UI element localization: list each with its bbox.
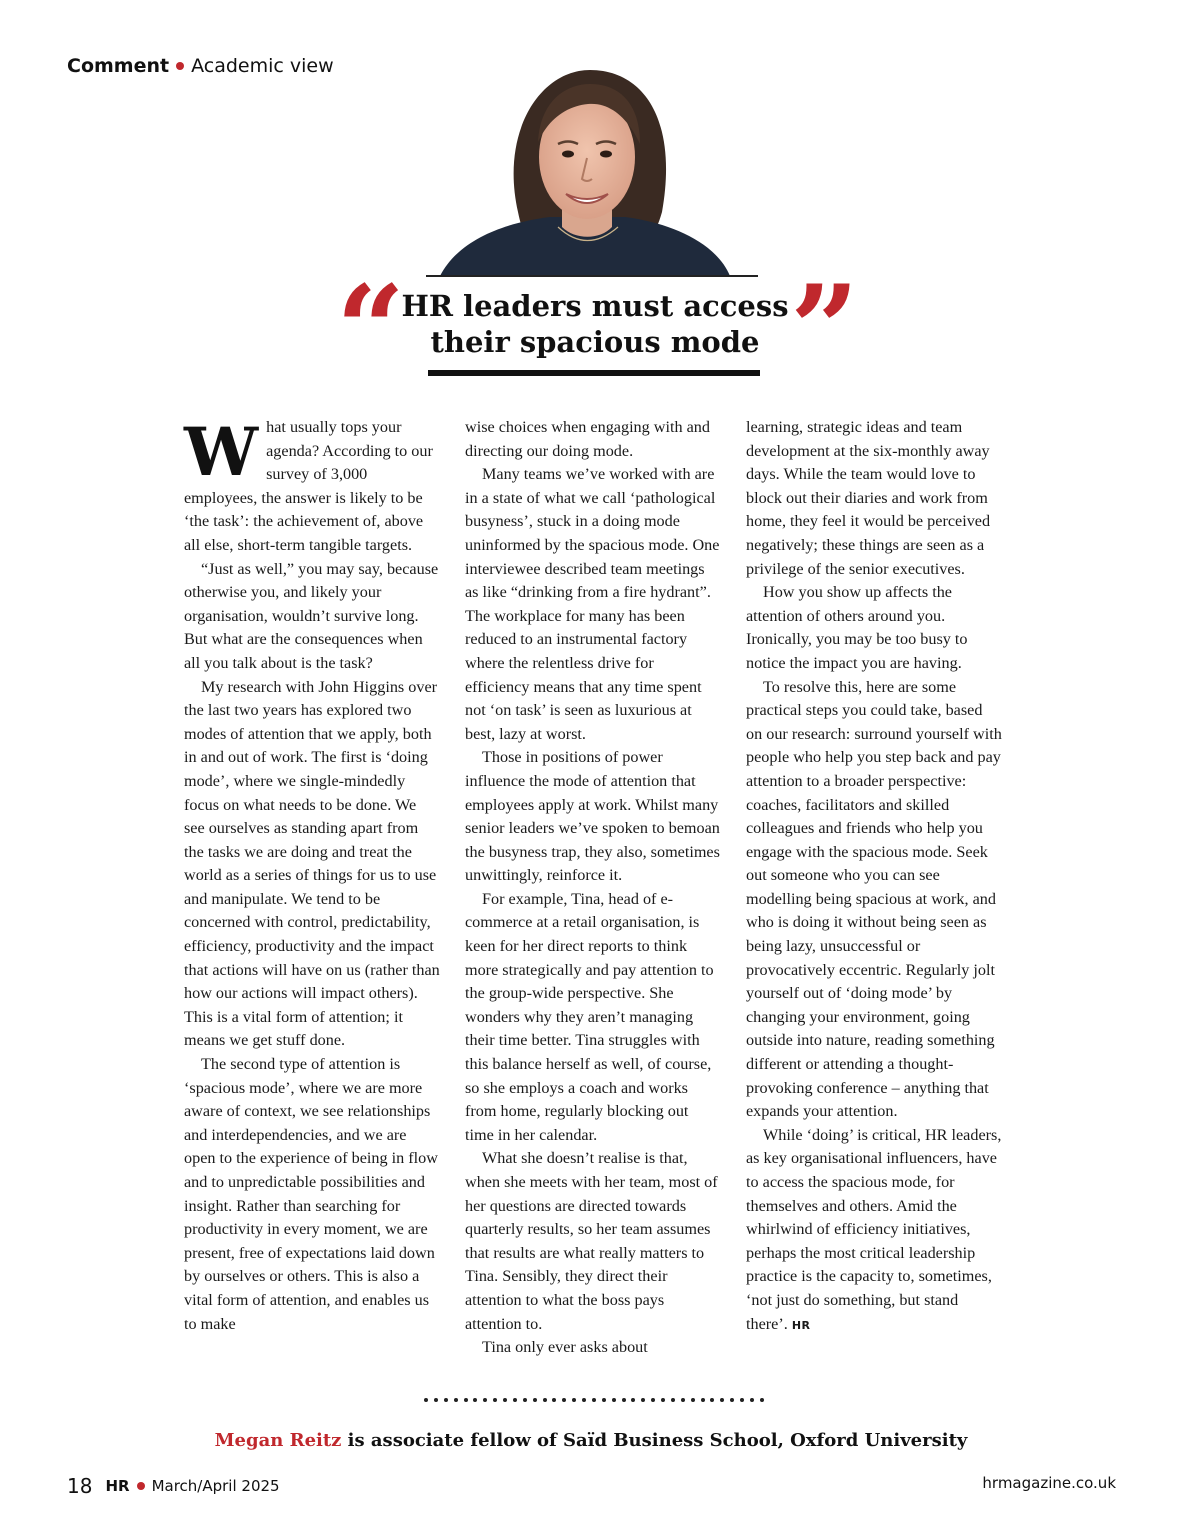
separator-dot xyxy=(137,1482,145,1490)
paragraph: While ‘doing’ is critical, HR leaders, as key organisational influencers, have to access the spacious mode, for themselves and others. Amid the whirlwind of efficiency initiatives, perhaps the most critical leadership practice is the capacity to, sometimes, ‘not just do something, but stand there’. HR xyxy=(746,1125,1002,1333)
paragraph: The second type of attention is ‘spacious mode’, where we are more aware of context, we see relationships and interdependencies, and we are open to the experience of being in flow and to unpredictable possibilities and insight. Rather than searching for productivity in every moment, we are present, free of expectations laid down by ourselves or others. This is also a vital form of attention, and enables us to make xyxy=(184,1055,438,1333)
article-column-3 xyxy=(746,416,1002,1337)
author-bio-text: is associate fellow of Saïd Business School, Oxford University xyxy=(341,1430,968,1451)
author-name: Megan Reitz xyxy=(214,1430,342,1451)
paragraph: Many teams we’ve worked with are in a state of what we call ‘pathological busyness’, stuck in a doing mode uninformed by the spacious mode. One interviewee described team meetings as like “drinking from a fire hydrant”. The workplace for many has been reduced to an instrumental factory where the relentless drive for efficiency means that any time spent not ‘on task’ is seen as luxurious at best, lazy at worst. xyxy=(465,465,720,743)
paragraph: “Just as well,” you may say, because otherwise you, and likely your organisation, wouldn’t survive long. But what are the consequences when all you talk about is the task? xyxy=(184,559,439,672)
website-link[interactable]: hrmagazine.co.uk xyxy=(982,1474,1116,1492)
issue-date: March/April 2025 xyxy=(151,1477,280,1495)
paragraph: Those in positions of power influence the mode of attention that employees apply at work. Whilst many senior leaders we’ve spoken to bemoan the busyness trap, they also, sometimes unwittingly, reinforce it. xyxy=(465,748,720,885)
paragraph: What she doesn’t realise is that, when she meets with her team, most of her questions are directed towards quarterly results, so her team assumes that results are what really matters to Tina. Sensibly, they direct their attention to what the boss pays attention to. xyxy=(465,1149,718,1333)
dotted-separator xyxy=(424,1398,764,1402)
subsection-label: Academic view xyxy=(191,55,334,77)
article-column-1 xyxy=(184,413,440,1336)
paragraph: To resolve this, here are some practical steps you could take, based on our research: surround yourself with people who help you step back and pay attention to a broader perspective: coaches, facilitators and skilled colleagues and friends who help you engage with the spacious mode. Seek out someone who you can see modelling being spacious at work, and who is doing it without being seen as being lazy, unsuccessful or provocatively eccentric. Regularly jolt yourself out of ‘doing mode’ by changing your environment, going outside into nature, reading something different or attending a thought-provoking conference – anything that expands your attention. xyxy=(746,677,1002,1121)
end-mark: HR xyxy=(791,1318,811,1332)
paragraph: Tina only ever asks about xyxy=(482,1338,648,1357)
magazine-name: HR xyxy=(105,1477,130,1495)
page-number: 18 xyxy=(67,1474,93,1498)
paragraph: wise choices when engaging with and directing our doing mode. xyxy=(465,418,710,460)
headline-bottom-rule xyxy=(428,370,760,376)
author-bio xyxy=(0,1430,1182,1451)
paragraph: learning, strategic ideas and team development at the six-monthly away days. While the team would love to block out their diaries and work from home, they feel it would be perceived negatively; these things are seen as a privilege of the senior executives. xyxy=(746,418,991,578)
open-quote-icon: “ xyxy=(336,259,406,400)
author-portrait xyxy=(440,62,730,276)
separator-dot xyxy=(176,62,184,70)
headline-top-rule xyxy=(426,275,758,277)
paragraph: How you show up affects the attention of others around you. Ironically, you may be too busy to notice the impact you are having. xyxy=(746,583,968,672)
article-column-2 xyxy=(465,416,721,1360)
headline-line-1: HR leaders must access xyxy=(401,289,789,323)
section-label: Comment xyxy=(67,55,170,77)
headline-line-2: their spacious mode xyxy=(430,325,760,359)
paragraph: What usually tops your agenda? According to our survey of 3,000 employees, the answer is likely to be ‘the task’: the achievement of, above all else, short-term tangible targets. xyxy=(184,413,433,554)
headline xyxy=(400,288,790,360)
page-footer xyxy=(67,1474,280,1498)
paragraph: My research with John Higgins over the last two years has explored two modes of attention that we apply, both in and out of work. The first is ‘doing mode’, where we single-mindedly focus on what needs to be done. We see ourselves as standing apart from the tasks we are doing and treat the world as a series of things for us to use and manipulate. We tend to be concerned with control, predictability, efficiency, productivity and the impact that actions will have on us (rather than how our actions will impact others). This is a vital form of attention; it means we get stuff done. xyxy=(184,677,440,1050)
close-quote-icon: ” xyxy=(790,259,860,400)
paragraph: For example, Tina, head of e-commerce at a retail organisation, is keen for her direct reports to think more strategically and pay attention to the group-wide perspective. She wonders why they aren’t managing their time better. Tina struggles with this balance herself as well, of course, so she employs a coach and works from home, regularly blocking out time in her calendar. xyxy=(465,889,714,1144)
drop-cap: W xyxy=(184,413,259,491)
section-header xyxy=(67,55,334,77)
